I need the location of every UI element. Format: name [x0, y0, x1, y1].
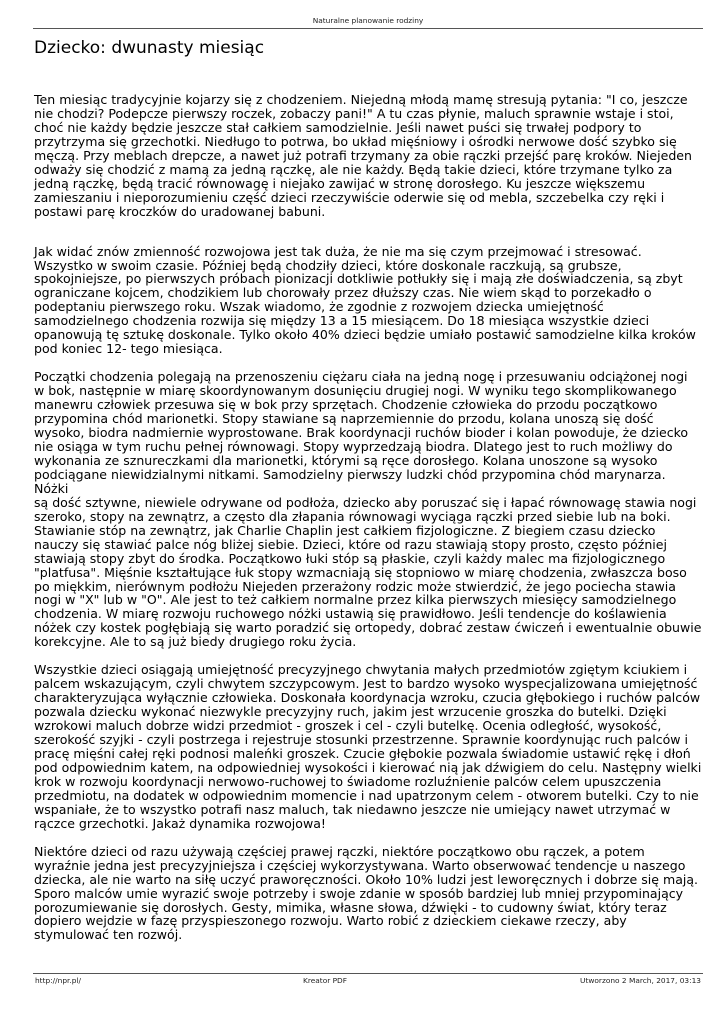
paragraph-4: Wszystkie dzieci osiągają umiejętność precyzyjnego chwytania małych przedmiotów zgiętym kciukiem i palcem wskazującym, czyli chwytem szczypcowym. Jest to bardzo wysoko wyspecjalizowana umiejętność charakteryzująca wyłącznie człowieka. Doskonała koordynacja wzroku, czucia głębokiego i ruchów palców pozwala dziecku wykonać niezwykle precyzyjny ruch, jakim jest wrzucenie groszka do butelki. Dzięki wzrokowi maluch dobrze widzi przedmiot - groszek i cel - czyli butelkę. Ocenia odległość, wysokość, szerokość szyjki - czyli postrzega i rejestruje stosunki przestrzenne. Sprawnie koordynując ruch palców i pracę mięśni całej ręki podnosi maleńki groszek. Czucie głębokie pozwala świadomie ustawić rękę i dłoń pod odpowiednim katem, na odpowiedniej wysokości i kierować nią jak dźwigiem do celu. Następny wielki krok w rozwoju koordynacji nerwowo-ruchowej to świadome rozluźnienie palców celem upuszczenia przedmiotu, na dodatek w odpowiednim momencie i nad upatrzonym celem - otworem butelki. Czy to nie wspaniałe, że to wszystko potrafi nasz maluch, tak niedawno jeszcze nie umiejący nawet utrzymać w rączce grzechotki. Jakaż dynamika rozwojowa! [34, 662, 702, 831]
page-footer [33, 973, 703, 984]
running-header [33, 16, 703, 29]
footer-url-link[interactable]: http://npr.pl/ [35, 976, 81, 985]
page-title: Dziecko: dwunasty miesiąc [34, 38, 265, 58]
footer-generator: Kreator PDF [303, 976, 348, 985]
paragraph-5: Niektóre dzieci od razu używają częściej prawej rączki, niektóre początkowo obu rączek, a potem wyraźnie jedna jest precyzyjniejsza i częściej wykorzystywana. Warto obserwować tendencje u naszego dziecka, ale nie warto na siłę uczyć praworęczności. Około 10% ludzi jest leworęcznych i dobrze się mają. Sporo malców umie wyrazić swoje potrzeby i swoje zdanie w sposób bardziej lub mniej przypominający porozumiewanie się dorosłych. Gesty, mimika, własne słowa, dźwięki - to cudowny świat, który teraz dopiero wejdzie w fazę przyspieszonego rozwoju. Warto robić z dzieckiem ciekawe rzeczy, aby stymulować ten rozwój. [34, 843, 699, 943]
running-header-title: Naturalne planowanie rodziny [312, 16, 424, 25]
article-body [34, 93, 702, 942]
paragraph-2: Jak widać znów zmienność rozwojowa jest tak duża, że nie ma się czym przejmować i stresować. Wszystko w swoim czasie. Później będą chodziły dzieci, które doskonale raczkują, są grubsze, spokojniejsze, po pierwszych próbach pionizacji dotkliwie potłukły się i mają złe doświadczenia, są zbyt ograniczane kojcem, chodzikiem lub chorowały przez dłuższy czas. Nie wiem skąd to porzekadło o podeptaniu pierwszego roku. Wszak wiadomo, że zgodnie z rozwojem dziecka umiejętność samodzielnego chodzenia rozwija się między 13 a 15 miesiącem. Do 18 miesiąca wszystkie dzieci opanowują tę sztukę doskonale. Tylko około 40% dzieci będzie umiało postawić samodzielne kilka kroków pod koniec 12- tego miesiąca. [34, 243, 696, 357]
footer-created-date: Utworzono 2 March, 2017, 03:13 [580, 976, 701, 985]
paragraph-1: Ten miesiąc tradycyjnie kojarzy się z chodzeniem. Niejedną młodą mamę stresują pytania: "I co, jeszcze nie chodzi? Podepcze pierwszy roczek, zobaczy pani!" A tu czas płynie, maluch sprawnie wstaje i stoi, choć nie każdy będzie jeszcze stał całkiem samodzielnie. Jeśli nawet puści się trwałej podpory to przytrzyma się grzechotki. Niedługo to potrwa, bo układ mięśniowy i ośrodki nerwowe dość szybko się męczą. Przy meblach drepcze, a nawet już potrafi trzymany za obie rączki przejść parę kroków. Niejeden odważy się chodzić z mamą za jedną rączkę, ale nie każdy. Będą takie dzieci, które trzymane tylko za jedną rączkę, będą tracić równowagę i niejako zawijać w stronę dorosłego. Ku jeszcze większemu zamieszaniu i nieporozumieniu część dzieci rzeczywiście oderwie się od mebla, szczebelka czy ręki i postawi parę kroczków do uradowanej babuni. [34, 92, 692, 219]
paragraph-3: Początki chodzenia polegają na przenoszeniu ciężaru ciała na jedną nogę i przesuwaniu odciążonej nogi w bok, następnie w miarę skoordynowanym dosunięciu drugiej nogi. W wyniku tego skomplikowanego manewru człowiek przesuwa się w bok przy sprzętach. Chodzenie człowieka do przodu początkowo przypomina chód marionetki. Stopy stawiane są naprzemiennie do przodu, kolana unoszą się dość wysoko, biodra nadmiernie wyprostowane. Brak koordynacji ruchów bioder i kolan powoduje, że dziecko nie osiąga w tym ruchu pełnej równowagi. Stopy wyprzedzają biodra. Dlatego jest to ruch możliwy do wykonania ze sznureczkami dla marionetki, którymi są ręce dorosłego. Kolana unoszone są wysoko podciągane niewidzialnymi nitkami. Samodzielny pierwszy ludzki chód przypomina chód marynarza. Nóżki są dość sztywne, niewiele odrywane od podłoża, dziecko aby poruszać się i łapać równowagę stawia nogi szeroko, stopy na zewnątrz, a często dla złapania równowagi wyciąga rączki przed siebie lub na boki. Stawianie stóp na zewnątrz, jak Charlie Chaplin jest całkiem fizjologiczne. Z biegiem czasu dziecko nauczy się stawiać palce nóg bliżej siebie. Dzieci, które od razu stawiają stopy prosto, często później stawiają stopy zbyt do środka. Początkowo łuki stóp są płaskie, czyli każdy malec ma fizjologicznego "platfusa". Mięśnie kształtujące łuk stopy wzmacniają się stopniowo w miarę chodzenia, zwłaszcza boso po miękkim, nierównym podłożu Niejeden przerażony rodzic może stwierdzić, że jego pociecha stawia nogi w "X" lub w "O". Ale jest to też całkiem normalne przez kilka pierwszych miesięcy samodzielnego chodzenia. W miarę rozwoju ruchowego nóżki ustawią się prawidłowo. Jeśli tendencje do koślawienia nóżek czy kostek pogłębiają się warto poradzić się ortopedy, dobrać zestaw ćwiczeń i ewentualnie obuwie korekcyjne. Ale to są już biedy drugiego roku życia. [34, 369, 702, 650]
